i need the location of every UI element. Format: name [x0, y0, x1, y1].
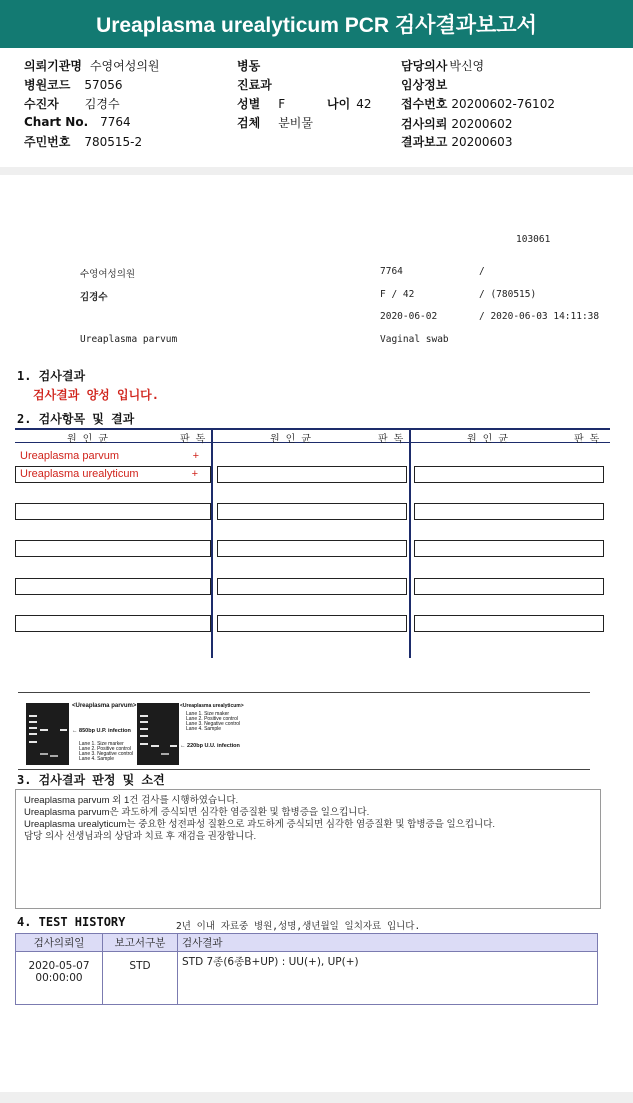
gel-right-legend: Lane 1. Size maker Lane 2. Positive control Lane 3. Negative control Lane 4. Sample [186, 711, 241, 732]
history-type: STD [103, 952, 178, 1005]
info-resident-no: 주민번호 780515-2 [24, 135, 143, 149]
result-empty-cell [217, 615, 407, 632]
footer-band [0, 1092, 633, 1103]
result-row-parvum [15, 448, 211, 465]
section4-note: 2년 이내 자료중 병원,성명,생년월일 일치자료 입니다. [176, 921, 421, 932]
info-report-date: 결과보고 20200603 [401, 135, 513, 149]
gel-right-marker: ← 220bp U.U. infection [180, 743, 240, 749]
history-table [15, 933, 598, 1005]
section4-title: 4. TEST HISTORY [17, 915, 126, 929]
result-empty-cell [217, 578, 407, 595]
result-value: + [191, 468, 198, 480]
result-name: Ureaplasma urealyticum [20, 468, 139, 480]
info-request-date: 검사의뢰 20200602 [401, 117, 513, 131]
section2-title: 2. 검사항목 및 결과 [17, 412, 135, 426]
info-specimen: 검체 분비물 [237, 116, 313, 130]
info-patient: 수진자 김경수 [24, 97, 120, 111]
table-row [16, 952, 598, 1005]
print-code: 103061 [516, 234, 551, 245]
result-empty-cell [414, 466, 604, 483]
info-doctor: 담당의사 박신영 [401, 59, 485, 73]
history-header: 검사의뢰일 [16, 934, 103, 952]
gel-left-title: <Ureaplasma parvum> [72, 703, 137, 709]
print-chart: 7764 [380, 266, 403, 277]
result-empty-cell [414, 615, 604, 632]
gel-left-marker: ← 850bp U.P. infection [72, 728, 131, 734]
info-department: 진료과 [237, 78, 272, 92]
gel-left-legend: Lane 1. Size marker Lane 2. Positive control Lane 3. Negative control Lane 4. Sample [79, 741, 134, 762]
col-organism: 원 인 균 [67, 434, 109, 445]
gel-right-lanes: 1234 [139, 697, 173, 703]
result-name: Ureaplasma parvum [20, 450, 120, 462]
result-value: + [192, 450, 199, 462]
print-date-reported: / 2020-06-03 14:11:38 [479, 311, 600, 322]
print-name: 김경수 [80, 292, 108, 303]
gel-left-lanes: 1234 [28, 697, 62, 703]
opinion-line: Ureaplasma parvum은 과도하게 증식되면 심각한 염증질환 및 합병증을 일으킵니다. [24, 807, 370, 818]
result-empty-cell [217, 466, 407, 483]
print-date-received: 2020-06-02 [380, 311, 438, 322]
info-chart-no: Chart No. 7764 [24, 115, 131, 129]
info-age: 나이 42 [327, 97, 372, 111]
result-empty-cell [15, 578, 211, 595]
info-hospital-code: 병원코드 57056 [24, 78, 123, 92]
history-header: 검사결과 [178, 934, 598, 952]
col-judge: 판 독 [574, 434, 600, 445]
result-empty-cell [217, 540, 407, 557]
gel-right-title: <Ureaplasma urealyticum> [180, 703, 244, 709]
header-divider [0, 167, 633, 175]
info-receipt-no: 접수번호 20200602-76102 [401, 97, 555, 111]
section1-title: 1. 검사결과 [17, 369, 86, 383]
result-table-vline [409, 430, 411, 658]
info-clinical: 임상정보 [401, 78, 448, 92]
print-hospital: 수영여성의원 [80, 269, 136, 280]
info-ward: 병동 [237, 59, 261, 73]
result-empty-cell [15, 503, 211, 520]
print-specimen: Vaginal swab [380, 334, 449, 345]
gel-image-parvum [26, 703, 69, 765]
print-reg: / (780515) [479, 289, 537, 300]
result-empty-cell [15, 540, 211, 557]
section1-result: 검사결과 양성 입니다. [33, 388, 160, 402]
history-header: 보고서구분 [103, 934, 178, 952]
section3-title: 3. 검사결과 판정 및 소견 [17, 773, 165, 787]
report-title-bar [0, 0, 633, 48]
opinion-box [15, 789, 601, 909]
result-row-urealyticum [15, 466, 211, 483]
col-organism: 원 인 균 [467, 434, 509, 445]
report-title: Ureaplasma urealyticum PCR 검사결과보고서 [96, 14, 537, 37]
gel-image-urealyticum [137, 703, 179, 765]
result-empty-cell [414, 503, 604, 520]
col-judge: 판 독 [378, 434, 404, 445]
result-empty-cell [217, 503, 407, 520]
result-table-vline [211, 430, 213, 658]
opinion-line: Ureaplasma parvum 외 1건 검사를 시행하였습니다. [24, 795, 239, 806]
result-empty-cell [15, 615, 211, 632]
info-sex: 성별 F [237, 97, 286, 111]
history-date: 2020-05-07 00:00:00 [16, 952, 103, 1005]
result-empty-cell [414, 578, 604, 595]
print-organism: Ureaplasma parvum [80, 334, 178, 345]
result-empty-cell [414, 540, 604, 557]
col-organism: 원 인 균 [270, 434, 312, 445]
info-hospital: 의뢰기관명 수영여성의원 [24, 59, 160, 73]
opinion-line: Ureaplasma urealyticum는 중요한 성전파성 질환으로 과도하게 증식되면 심각한 염증질환 및 합병증을 일으킵니다. [24, 819, 496, 830]
print-slash: / [479, 266, 485, 277]
col-judge: 판 독 [180, 434, 206, 445]
opinion-line: 담당 의사 선생님과의 상담과 치료 후 재검을 권장합니다. [24, 831, 257, 842]
history-result: STD 7종(6종B+UP) : UU(+), UP(+) [178, 952, 598, 1005]
print-sex-age: F / 42 [380, 289, 415, 300]
